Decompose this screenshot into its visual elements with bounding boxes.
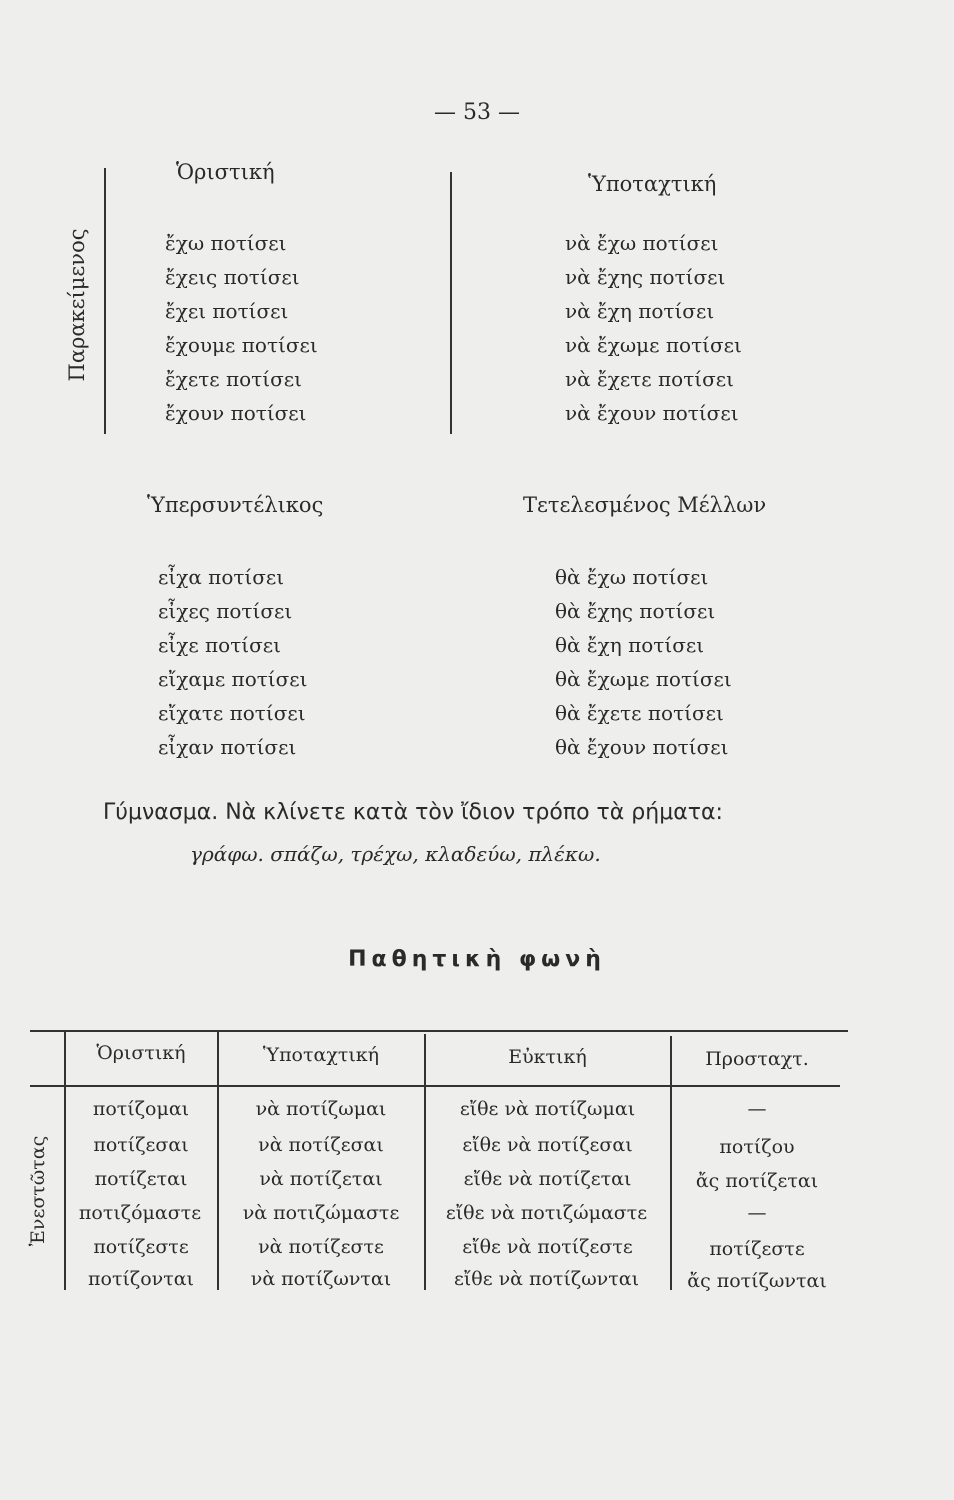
conjugation-line: νὰ ἔχη ποτίσει — [565, 299, 715, 323]
table-cell: νὰ ποτίζεται — [259, 1168, 383, 1190]
table-cell: εἴθε νὰ ποτίζεται — [463, 1168, 632, 1190]
conjugation-line: νὰ ἔχης ποτίσει — [565, 265, 726, 289]
table-cell: ποτίζεστε — [93, 1236, 189, 1258]
perfect-left-rule — [104, 168, 106, 434]
conjugation-line: εἶχες ποτίσει — [158, 599, 293, 623]
perfect-indicative-list — [165, 226, 318, 430]
table-cell: νὰ ποτίζεστε — [258, 1236, 384, 1258]
conjugation-line: θὰ ἔχη ποτίσει — [555, 633, 705, 657]
table-cell: — — [747, 1202, 767, 1224]
table-cell: νὰ ποτιζώμαστε — [242, 1202, 400, 1224]
conjugation-line: ἔχουμε ποτίσει — [165, 333, 318, 357]
pluperfect-list — [158, 560, 308, 764]
table-cell: ἄς ποτίζεται — [695, 1170, 819, 1192]
table-top-rule — [30, 1030, 848, 1032]
future-perfect-title: Τετελεσμένος Μέλλων — [523, 493, 767, 517]
table-header-imperative: Προσταχτ. — [705, 1048, 809, 1070]
perfect-subjunctive-title: Ὑποταχτική — [588, 172, 717, 196]
table-header-optative: Εὐκτική — [508, 1046, 587, 1068]
table-cell: εἴθε νὰ ποτίζεστε — [462, 1236, 633, 1258]
conjugation-line: ἔχει ποτίσει — [165, 299, 289, 323]
conjugation-line: ἔχω ποτίσει — [165, 231, 287, 255]
table-cell: ποτίζου — [719, 1136, 795, 1158]
table-cell: ἄς ποτίζωνται — [687, 1270, 827, 1292]
conjugation-line: θὰ ἔχωμε ποτίσει — [555, 667, 732, 691]
conjugation-line: εἶχε ποτίσει — [158, 633, 281, 657]
conjugation-line: ἔχουν ποτίσει — [165, 401, 307, 425]
conjugation-line: εἴχατε ποτίσει — [158, 701, 306, 725]
conjugation-line: ἔχεις ποτίσει — [165, 265, 300, 289]
conjugation-line: εἶχα ποτίσει — [158, 565, 285, 589]
table-cell: εἴθε νὰ ποτίζωμαι — [459, 1098, 636, 1120]
conjugation-line: εἶχαν ποτίσει — [158, 735, 297, 759]
table-cell: ποτίζεται — [94, 1168, 188, 1190]
table-cell: — — [747, 1098, 767, 1120]
table-header-rule — [30, 1085, 840, 1087]
conjugation-line: θὰ ἔχω ποτίσει — [555, 565, 709, 589]
conjugation-line: νὰ ἔχωμε ποτίσει — [565, 333, 742, 357]
conjugation-line: νὰ ἔχετε ποτίσει — [565, 367, 734, 391]
exercise-verbs: γράφω. σπάζω, τρέχω, κλαδεύω, πλέκω. — [190, 842, 601, 866]
table-cell: εἴθε νὰ ποτίζωνται — [453, 1268, 640, 1290]
table-cell: νὰ ποτίζωμαι — [255, 1098, 387, 1120]
conjugation-line: νὰ ἔχω ποτίσει — [565, 231, 719, 255]
section-title: Παθητικὴ φωνὴ — [348, 947, 606, 972]
conjugation-line: θὰ ἔχετε ποτίσει — [555, 701, 724, 725]
table-cell: εἴθε νὰ ποτίζεσαι — [462, 1134, 633, 1156]
table-header-indicative: Ὁριστική — [96, 1042, 186, 1064]
table-cell: νὰ ποτίζωνται — [250, 1268, 392, 1290]
conjugation-line: ἔχετε ποτίσει — [165, 367, 302, 391]
conjugation-line: εἴχαμε ποτίσει — [158, 667, 308, 691]
conjugation-line: νὰ ἔχουν ποτίσει — [565, 401, 739, 425]
exercise-instruction: Γύμνασμα. Νὰ κλίνετε κατὰ τὸν ἴδιον τρόπο τὰ ρήματα: — [103, 800, 723, 825]
table-cell: ποτιζόμαστε — [78, 1202, 202, 1224]
perfect-subjunctive-list — [565, 226, 742, 430]
perfect-middle-rule — [450, 172, 452, 434]
passive-side-label: Ἐνεστῶτας — [27, 1135, 49, 1247]
table-header-subjunctive: Ὑποταχτική — [262, 1044, 380, 1066]
perfect-side-label: Παρακείμενος — [65, 228, 89, 382]
conjugation-line: θὰ ἔχουν ποτίσει — [555, 735, 729, 759]
page-number: — 53 — — [434, 100, 520, 125]
table-cell: εἴθε νὰ ποτιζώμαστε — [445, 1202, 648, 1224]
table-cell: ποτίζομαι — [92, 1098, 190, 1120]
table-cell: νὰ ποτίζεσαι — [258, 1134, 384, 1156]
conjugation-line: θὰ ἔχης ποτίσει — [555, 599, 716, 623]
table-cell: ποτίζονται — [88, 1268, 194, 1290]
table-cell: ποτίζεστε — [709, 1238, 805, 1260]
pluperfect-title: Ὑπερσυντέλικος — [147, 493, 324, 517]
perfect-indicative-title: Ὁριστική — [176, 160, 275, 184]
future-perfect-list — [555, 560, 732, 764]
table-cell: ποτίζεσαι — [93, 1134, 189, 1156]
